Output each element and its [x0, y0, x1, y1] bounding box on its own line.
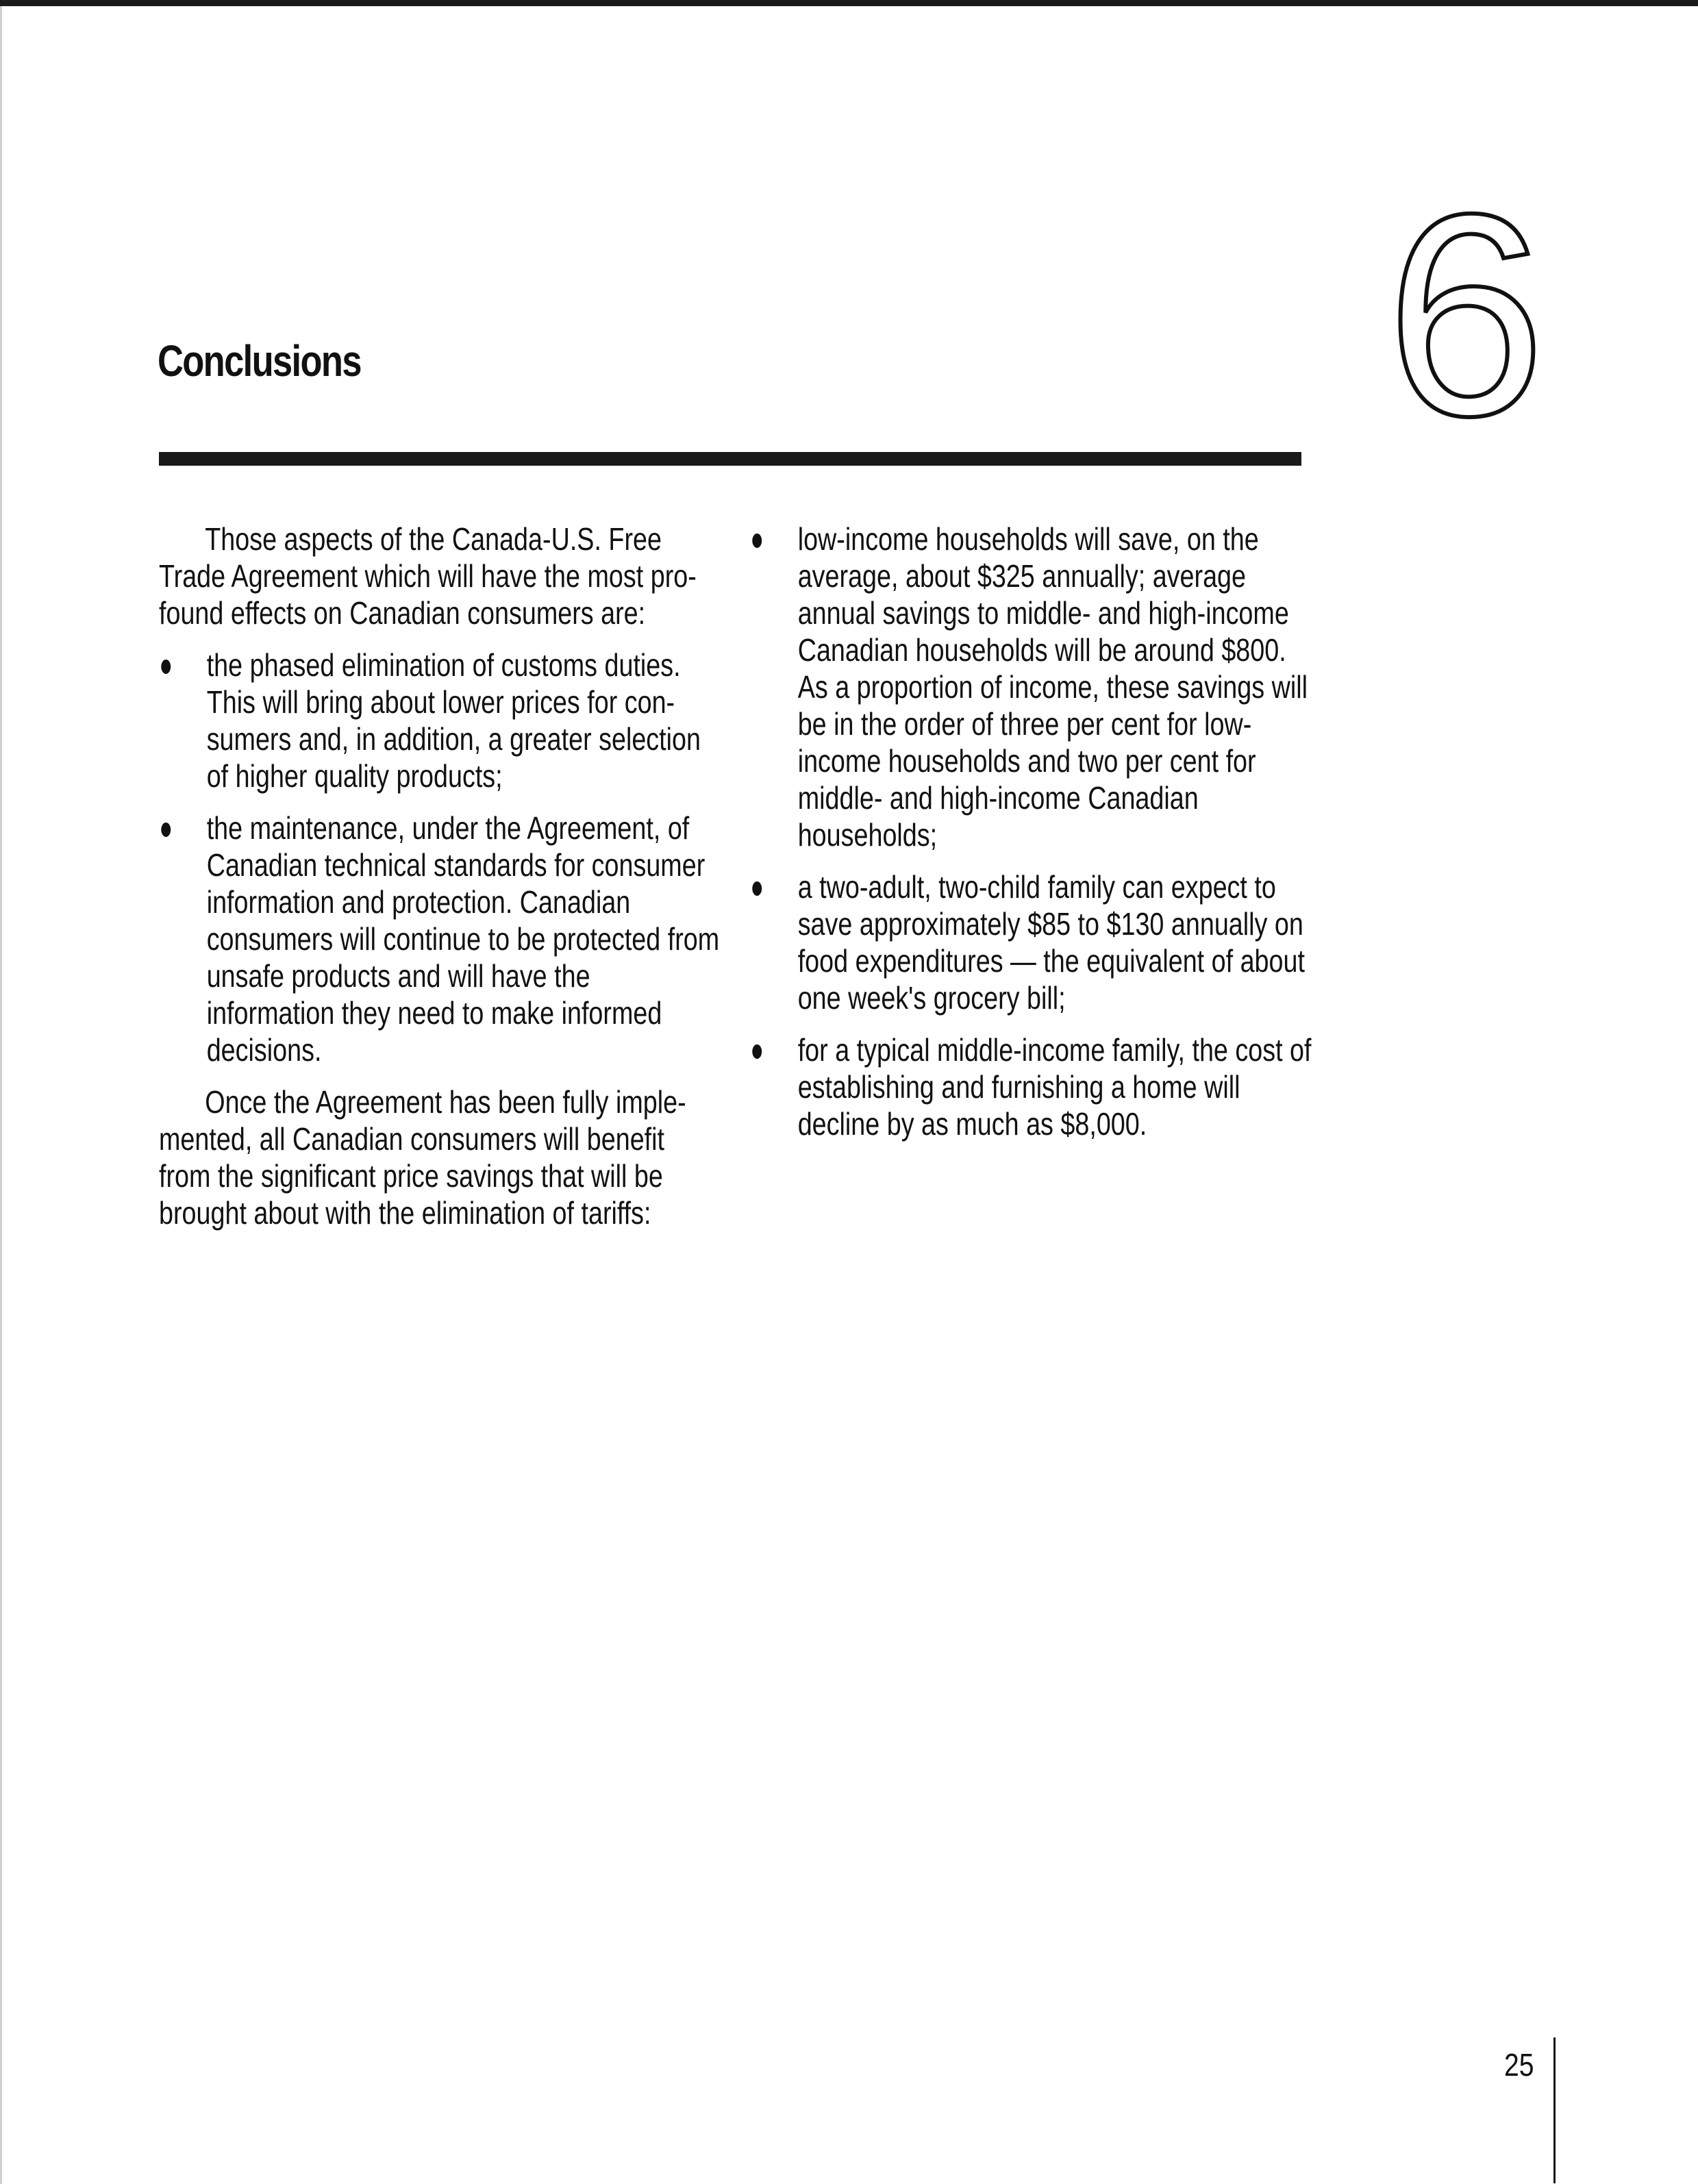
- page-number-rule: [1553, 2037, 1556, 2183]
- list-item: [750, 1031, 1312, 1142]
- heading-rule: [159, 452, 1301, 466]
- list-item: [750, 868, 1312, 1016]
- left-column: [159, 520, 721, 1246]
- list-item-text: the phased elimination of customs duties. This will bring about lower prices for con-sumers and, in addition, a greater selection of higher quality products;: [206, 647, 701, 794]
- list-item-text: low-income households will save, on the average, about $325 annually; average annual savings to middle- and high-income Canadian households will be around $800. As a proportion of income, these savings will be in the order of three per cent for low-income households and two per cent for middle- and high-income Canadian households;: [797, 521, 1308, 853]
- closing-paragraph: Once the Agreement has been fully imple-mented, all Canadian consumers will benefit from the significant price savings that will be brought about with the elimination of tariffs:: [159, 1084, 686, 1231]
- chapter-number-text: 6: [1386, 155, 1546, 476]
- effects-list: [159, 647, 721, 1068]
- list-item: [159, 647, 721, 794]
- intro-paragraph: Those aspects of the Canada-U.S. Free Trade Agreement which will have the most pro-found effects on Canadian consumers are:: [159, 521, 697, 631]
- right-column: [750, 520, 1312, 1157]
- bullet-icon: [161, 823, 171, 837]
- bullet-icon: [752, 1044, 762, 1059]
- page-number: 25: [1504, 2047, 1534, 2083]
- bullet-icon: [161, 660, 171, 674]
- left-edge-shadow: [0, 6, 2, 2184]
- bullet-icon: [752, 534, 762, 548]
- list-item: [159, 809, 721, 1068]
- top-border-rule: [0, 0, 1698, 6]
- list-item: [750, 520, 1312, 853]
- list-item-text: the maintenance, under the Agreement, of Canadian technical standards for consumer information and protection. Canadian consumers will continue to be protected from unsafe products and will have the information they need to make informed decisions.: [206, 810, 720, 1068]
- bullet-icon: [752, 881, 762, 896]
- chapter-number: [1386, 155, 1546, 476]
- list-item-text: a two-adult, two-child family can expect to save approximately $85 to $130 annually on food expenditures — the equivalent of about one week's grocery bill;: [797, 869, 1305, 1016]
- savings-list: [750, 520, 1312, 1142]
- chapter-title: Conclusions: [158, 336, 361, 386]
- list-item-text: for a typical middle-income family, the cost of establishing and furnishing a home will decline by as much as $8,000.: [797, 1032, 1312, 1142]
